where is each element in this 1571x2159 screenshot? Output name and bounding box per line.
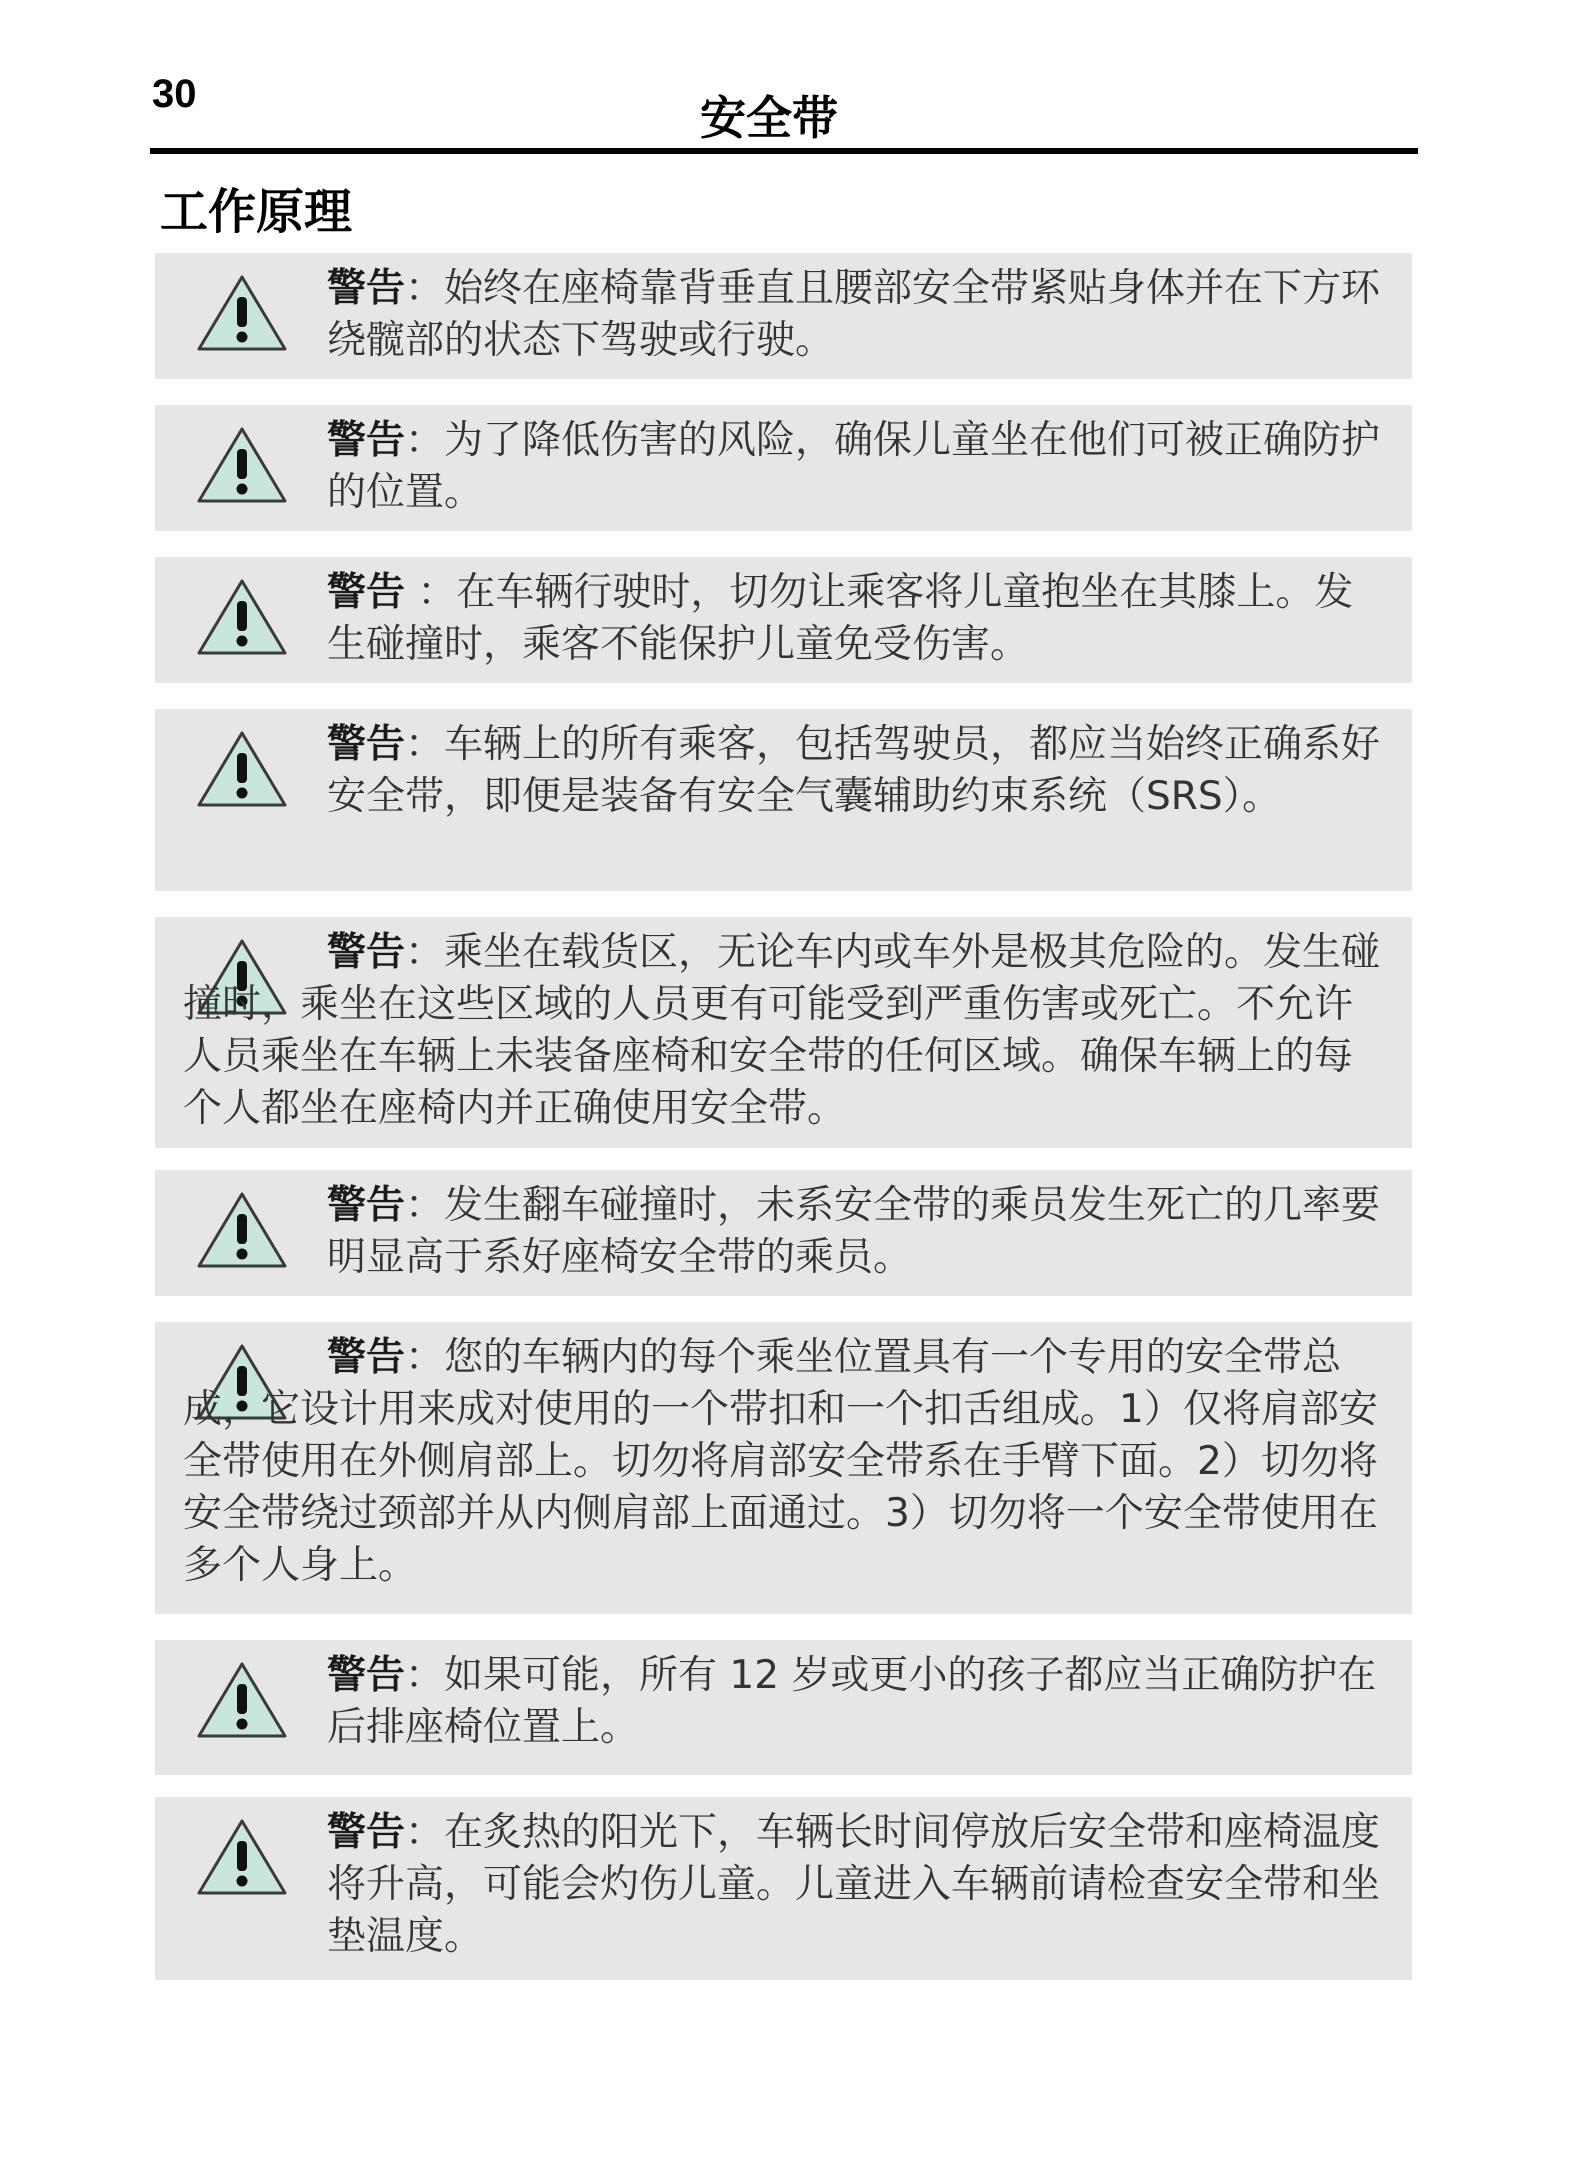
warning-triangle-icon <box>193 271 291 355</box>
warning-box <box>155 1797 1412 1980</box>
section-title: 工作原理 <box>160 184 353 240</box>
warning-box <box>155 917 1412 1148</box>
warning-label: 警告 <box>327 266 406 311</box>
header-rule <box>150 148 1418 154</box>
warning-text <box>327 1807 1386 1963</box>
warning-triangle-icon <box>193 1188 291 1272</box>
warning-label: 警告 <box>327 418 406 463</box>
warning-body: ：为了降低伤害的风险，确保儿童坐在他们可被正确防护的位置。 <box>327 418 1381 515</box>
warning-body: ：如果可能，所有 12 岁或更小的孩子都应当正确防护在后排座椅位置上。 <box>327 1653 1377 1750</box>
warning-text <box>327 1180 1386 1284</box>
warning-box <box>155 709 1412 891</box>
warning-triangle-icon <box>193 1658 291 1742</box>
warning-triangle-icon <box>193 423 291 507</box>
warning-body: ：乘坐在载货区，无论车内或车外是极其危险的。发生碰撞时，乘坐在这些区域的人员更有可能受到严重伤害或死亡。不允许人员乘坐在车辆上未装备座椅和安全带的任何区域。确保车辆上的每个人都坐在座椅内并正确使用安全带。 <box>183 930 1381 1131</box>
warning-body: ：始终在座椅靠背垂直且腰部安全带紧贴身体并在下方环绕髋部的状态下驾驶或行驶。 <box>327 266 1381 363</box>
warning-triangle-icon <box>193 1815 291 1899</box>
warning-label: 警告 <box>327 570 406 615</box>
warning-box <box>155 1640 1412 1775</box>
warning-text <box>183 1332 1386 1592</box>
warning-label: 警告 <box>327 1653 406 1698</box>
warning-text <box>327 415 1386 519</box>
warning-box <box>155 557 1412 683</box>
warning-text <box>327 263 1386 367</box>
warning-triangle-icon <box>193 575 291 659</box>
warning-body: ：在炙热的阳光下，车辆长时间停放后安全带和座椅温度将升高，可能会灼伤儿童。儿童进入车辆前请检查安全带和坐垫温度。 <box>327 1810 1381 1959</box>
warning-label: 警告 <box>327 1810 406 1855</box>
warning-box <box>155 1322 1412 1614</box>
warning-box <box>155 253 1412 379</box>
page-header-title: 安全带 <box>700 91 838 145</box>
warning-text <box>327 567 1386 671</box>
warning-triangle-icon <box>193 727 291 811</box>
warning-text <box>327 1650 1386 1754</box>
warning-label: 警告 <box>327 1183 406 1228</box>
warning-body: ：您的车辆内的每个乘坐位置具有一个专用的安全带总成，它设计用来成对使用的一个带扣和一个扣舌组成。1）仅将肩部安全带使用在外侧肩部上。切勿将肩部安全带系在手臂下面。2）切勿将安全带绕过颈部并从内侧肩部上面通过。3）切勿将一个安全带使用在多个人身上。 <box>183 1335 1378 1588</box>
warning-body: ：车辆上的所有乘客，包括驾驶员，都应当始终正确系好安全带，即便是装备有安全气囊辅助约束系统（SRS）。 <box>327 722 1381 819</box>
warning-box <box>155 1170 1412 1296</box>
warning-text <box>183 927 1386 1135</box>
warning-text <box>327 719 1386 823</box>
warning-label: 警告 <box>327 1335 406 1380</box>
warning-label: 警告 <box>327 722 406 767</box>
warning-body: ：在车辆行驶时，切勿让乘客将儿童抱坐在其膝上。发生碰撞时，乘客不能保护儿童免受伤害。 <box>327 570 1354 667</box>
page-number: 30 <box>152 72 197 116</box>
warning-box <box>155 405 1412 531</box>
warning-label: 警告 <box>327 930 406 975</box>
warning-body: ：发生翻车碰撞时，未系安全带的乘员发生死亡的几率要明显高于系好座椅安全带的乘员。 <box>327 1183 1381 1280</box>
